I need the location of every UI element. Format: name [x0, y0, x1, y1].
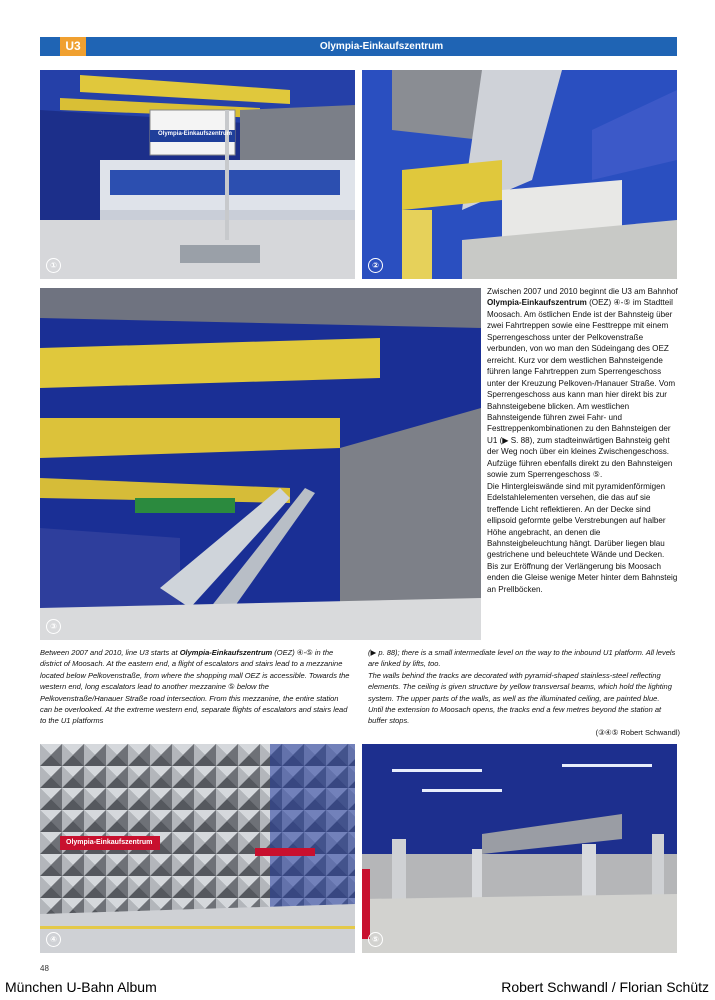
- english-description-left: [40, 647, 352, 727]
- photo-credit: (③④⑤ Robert Schwandl): [595, 727, 680, 737]
- english-description-right: [368, 647, 680, 738]
- book-title: München U-Bahn Album: [5, 979, 157, 995]
- german-description: [487, 286, 679, 595]
- photo-mezzanine-hall: [362, 744, 677, 953]
- en-station-name: Olympia-Einkaufszentrum: [179, 648, 273, 657]
- en-intro: Between 2007 and 2010, line U3 starts at: [40, 648, 180, 657]
- de-intro: Zwischen 2007 und 2010 beginnt die U3 am Bahnhof: [487, 287, 678, 296]
- photo-number: ②: [368, 258, 383, 273]
- station-sign: Olympia-Einkaufszentrum: [158, 131, 233, 137]
- photo-number: ⑤: [368, 932, 383, 947]
- photo-platform-train: [40, 70, 355, 279]
- photo-number: ③: [46, 619, 61, 634]
- page-header: [40, 37, 677, 56]
- page-title: Olympia-Einkaufszentrum: [319, 41, 444, 52]
- de-intro-rest: (OEZ) ④-⑤ im Stadtteil Moosach. Am östlichen Ende ist der Bahnsteig über zwei Fahrtreppen sowie eine Festtreppe mit einem Sperrengeschoss unter der Pelkovenstraße verbunden, von wo man den Südeingang des OEZ erreicht. Kurz vor dem westlichen Bahnsteigende führen lange Fahrtreppen zum Sperrengeschoss unter der Kreuzung Pelkoven-/Hanauer Straße. Vom Sperrengeschoss aus kann man hier direkt bis zur Bahnsteigebene blicken. Am westlichen Bahnsteigende führen zwei Fahr- und Festtreppenkombinationen zu den Bahnsteigen der U1 (▶ S. 88), zum stadteinwärtigen Bahnsteig geht der Weg noch über ein kleines Zwischengeschoss. Aufzüge führen ebenfalls direkt zu den Bahnsteigen sowie zum Sperrengeschoss ⑤.: [487, 298, 676, 480]
- station-sign: Olympia-Einkaufszentrum: [66, 839, 153, 846]
- en-walls-paragraph: The walls behind the tracks are decorated with pyramid-shaped stainless-steel reflecting elements. The ceiling is given structure by yellow transversal beams, which hold the lighting system. The upper parts of the walls, as well as the illuminated ceiling, are painted blue.: [368, 670, 672, 703]
- photo-number: ④: [46, 932, 61, 947]
- photo-number: ①: [46, 258, 61, 273]
- de-station-name: Olympia-Einkaufszentrum: [487, 298, 587, 308]
- en-intro-rest: (OEZ) ④-⑤ in the district of Moosach. At the eastern end, a flight of escalators and stairs lead to a mezzanine located below Pelkovenstraße, from where the shopping mall OEZ is accessible. Towards the western end, long escalators lead to another mezzanine ⑤ below the Pelkovenstraße/Hanauer Straße road intersection. From this mezzanine, the entire station can be overlooked. At the extreme western end, separate flights of escalators and stairs lead to the U1 platforms: [40, 648, 350, 726]
- book-authors: Robert Schwandl / Florian Schütz: [501, 979, 709, 995]
- page-number: 48: [40, 964, 49, 973]
- de-extension-paragraph: Bis zur Eröffnung der Verlängerung bis Moosach enden die Gleise wenige Meter hinter dem Bahnsteig an Prellböcken.: [487, 561, 678, 594]
- photo-escalators: [40, 288, 481, 640]
- de-walls-paragraph: Die Hintergleiswände sind mit pyramidenförmigen Edelstahlelementen versehen, die das auf sie treffende Licht reflektieren. An der Decke sind ellipsoid geformte gelbe Verstrebungen auf halber Höhe angebracht, an denen die Bahnsteigbeleuchtung hängt. Darüber liegen blau gestrichene und beleuchtete Wände und Decken.: [487, 481, 666, 560]
- photo-pyramid-wall: [40, 744, 355, 953]
- en-levels-paragraph: (▶ p. 88); there is a small intermediate level on the way to the inbound U1 platform. All levels are linked by lifts, too.: [368, 648, 676, 669]
- line-badge: U3: [60, 37, 86, 56]
- photo-mezzanine-view: [362, 70, 677, 279]
- en-extension-paragraph: Until the extension to Moosach opens, the tracks end a few metres beyond the station at buffer stops.: [368, 705, 662, 726]
